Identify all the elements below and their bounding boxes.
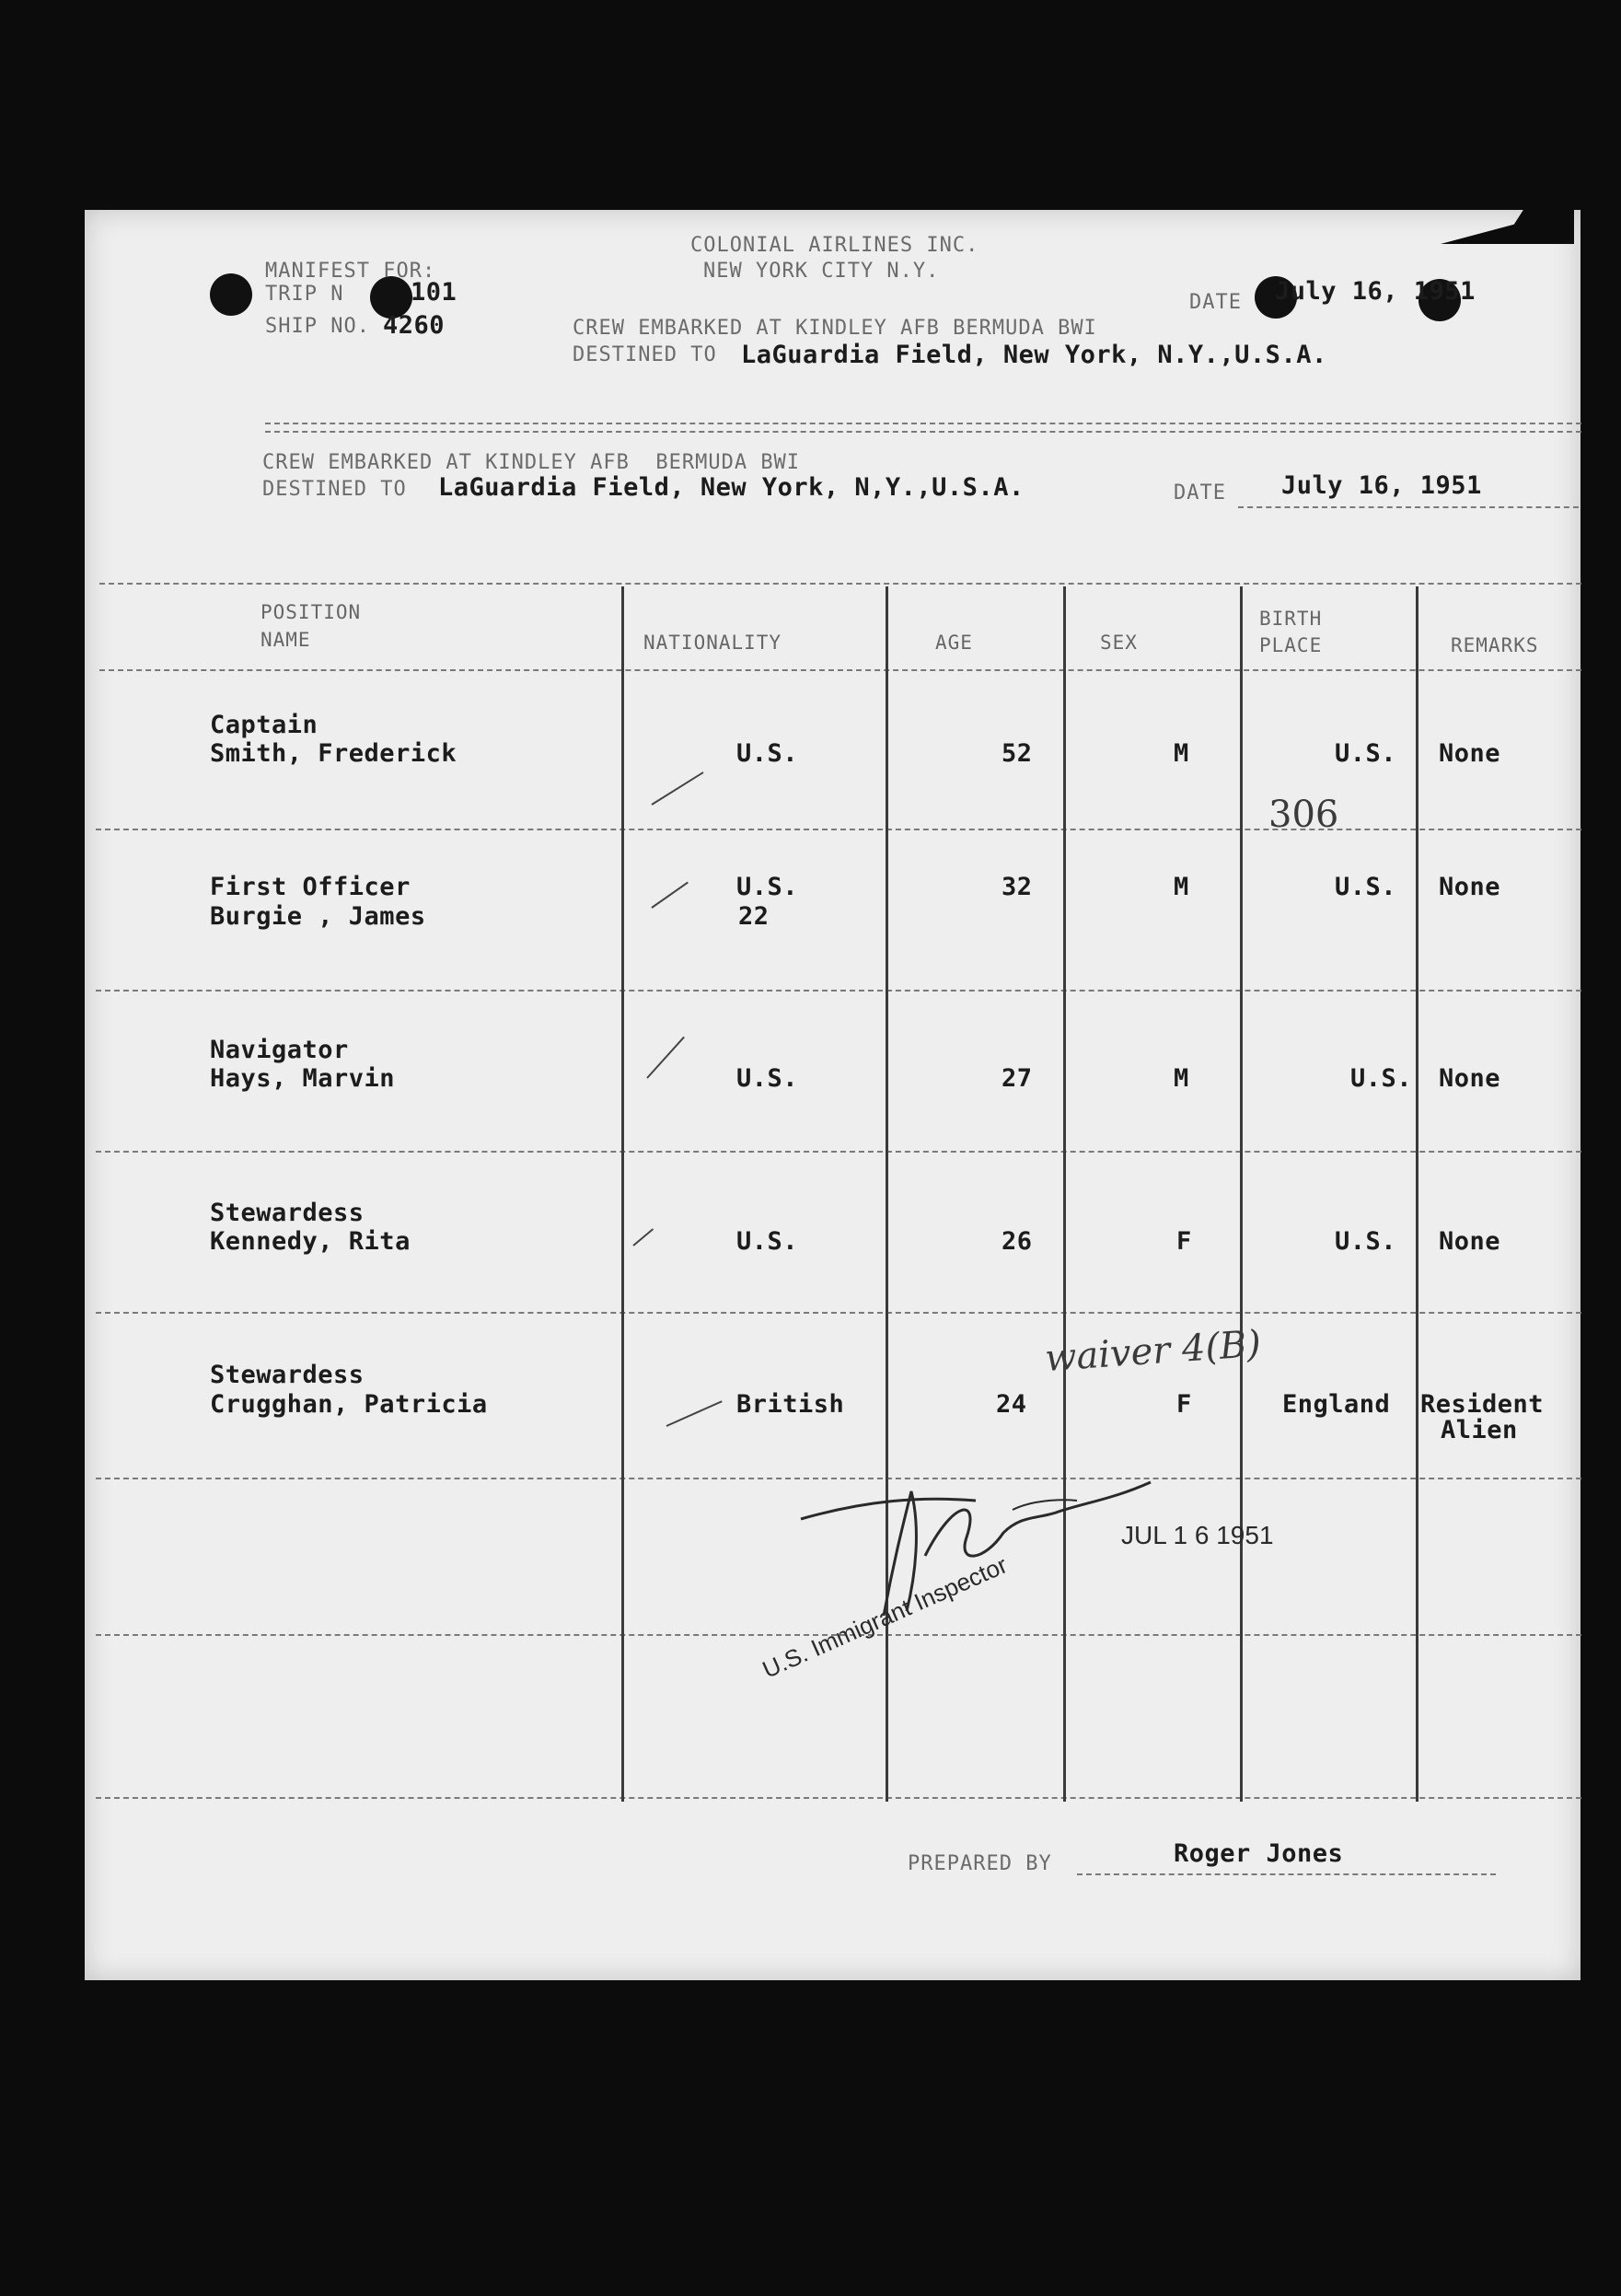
- header-nationality: NATIONALITY: [643, 632, 782, 654]
- row4-sex: F: [1176, 1227, 1192, 1256]
- row2-overstrike: 22: [738, 902, 770, 931]
- row1-sex: M: [1174, 739, 1189, 768]
- embarked-line: CREW EMBARKED AT KINDLEY AFB BERMUDA BWI: [573, 317, 1097, 340]
- col-line-1: [621, 586, 624, 1802]
- handwritten-waiver-note: waiver 4(B): [1043, 1322, 1263, 1381]
- table-top-rule: [99, 583, 1581, 585]
- ship-label: SHIP NO.: [265, 315, 370, 338]
- col-line-5: [1416, 586, 1418, 1802]
- ship-number: 4260: [383, 311, 446, 340]
- row3-age: 27: [1002, 1064, 1033, 1093]
- header-name: NAME: [261, 629, 311, 651]
- row2-birthplace: U.S.: [1335, 873, 1397, 901]
- row4-age: 26: [1002, 1227, 1033, 1256]
- row5-nationality: British: [736, 1390, 845, 1419]
- manifest-date: July 16, 1951: [1275, 277, 1476, 306]
- row5-sex: F: [1176, 1390, 1192, 1419]
- header-divider: [265, 423, 1581, 424]
- section2-date-label: DATE: [1174, 481, 1226, 504]
- row5-birthplace: England: [1282, 1390, 1391, 1419]
- row3-remarks: None: [1439, 1064, 1501, 1093]
- manifest-for-label: MANIFEST FOR:: [265, 260, 436, 283]
- inspection-date-stamp: JUL 1 6 1951: [1121, 1521, 1274, 1549]
- header-bottom-rule: [99, 669, 1581, 671]
- punch-hole-left: [210, 273, 252, 316]
- section2-destination: LaGuardia Field, New York, N,Y.,U.S.A.: [438, 473, 1025, 502]
- section2-embarked: CREW EMBARKED AT KINDLEY AFB BERMUDA BWI: [262, 451, 801, 474]
- row4-position: Stewardess: [210, 1199, 365, 1227]
- row3-position: Navigator: [210, 1036, 349, 1064]
- row2-position: First Officer: [210, 873, 411, 901]
- row3-sex: M: [1174, 1064, 1189, 1093]
- row5-name: Crugghan, Patricia: [210, 1390, 488, 1419]
- header-divider-2: [265, 431, 1581, 433]
- row4-remarks: None: [1439, 1227, 1501, 1256]
- header-age: AGE: [935, 632, 973, 654]
- row-rule-3: [96, 1151, 1581, 1153]
- company-name: COLONIAL AIRLINES INC.: [690, 234, 979, 257]
- row2-name: Burgie , James: [210, 902, 426, 931]
- trip-number: 101: [411, 278, 457, 307]
- header-remarks: REMARKS: [1451, 634, 1539, 656]
- destined-label: DESTINED TO: [573, 343, 717, 366]
- table-bottom-rule: [96, 1797, 1581, 1799]
- section2-date: July 16, 1951: [1281, 471, 1482, 500]
- prepared-by-label: PREPARED BY: [908, 1852, 1052, 1875]
- header-place: PLACE: [1259, 634, 1323, 656]
- row-rule-2: [96, 990, 1581, 991]
- row2-age: 32: [1002, 873, 1033, 901]
- row5-age: 24: [996, 1390, 1027, 1419]
- prepared-by-name: Roger Jones: [1174, 1839, 1344, 1868]
- header-birth: BIRTH: [1259, 608, 1323, 630]
- inspector-signature: [792, 1445, 1215, 1629]
- row3-birthplace: U.S.: [1350, 1064, 1413, 1093]
- trip-label: TRIP N: [265, 283, 344, 306]
- destination: LaGuardia Field, New York, N.Y.,U.S.A.: [741, 341, 1327, 369]
- row3-name: Hays, Marvin: [210, 1064, 396, 1093]
- row4-birthplace: U.S.: [1335, 1227, 1397, 1256]
- section2-date-underline: [1238, 506, 1579, 508]
- row1-name: Smith, Frederick: [210, 739, 457, 768]
- section2-destined-label: DESTINED TO: [262, 478, 407, 501]
- header-position: POSITION: [261, 601, 362, 623]
- immigrant-inspector-stamp: U.S. Immigrant Inspector: [758, 1550, 1012, 1684]
- row5-remarks-line2: Alien: [1441, 1416, 1518, 1444]
- col-line-4: [1240, 586, 1243, 1802]
- row1-remarks: None: [1439, 739, 1501, 768]
- row5-remarks: Resident: [1420, 1390, 1545, 1419]
- row-rule-4: [96, 1312, 1581, 1314]
- row3-nationality: U.S.: [736, 1064, 799, 1093]
- header-sex: SEX: [1100, 632, 1138, 654]
- row2-nationality: U.S.: [736, 873, 799, 901]
- date-label: DATE: [1189, 291, 1242, 314]
- prepared-by-underline: [1077, 1873, 1496, 1875]
- row5-position: Stewardess: [210, 1361, 365, 1389]
- row2-remarks: None: [1439, 873, 1501, 901]
- page-number: 306: [1268, 794, 1339, 836]
- row1-age: 52: [1002, 739, 1033, 768]
- row-rule-1: [96, 829, 1581, 830]
- row1-nationality: U.S.: [736, 739, 799, 768]
- row1-position: Captain: [210, 711, 318, 739]
- row2-sex: M: [1174, 873, 1189, 901]
- company-city: NEW YORK CITY N.Y.: [703, 260, 940, 283]
- row4-name: Kennedy, Rita: [210, 1227, 411, 1256]
- row4-nationality: U.S.: [736, 1227, 799, 1256]
- row1-birthplace: U.S.: [1335, 739, 1397, 768]
